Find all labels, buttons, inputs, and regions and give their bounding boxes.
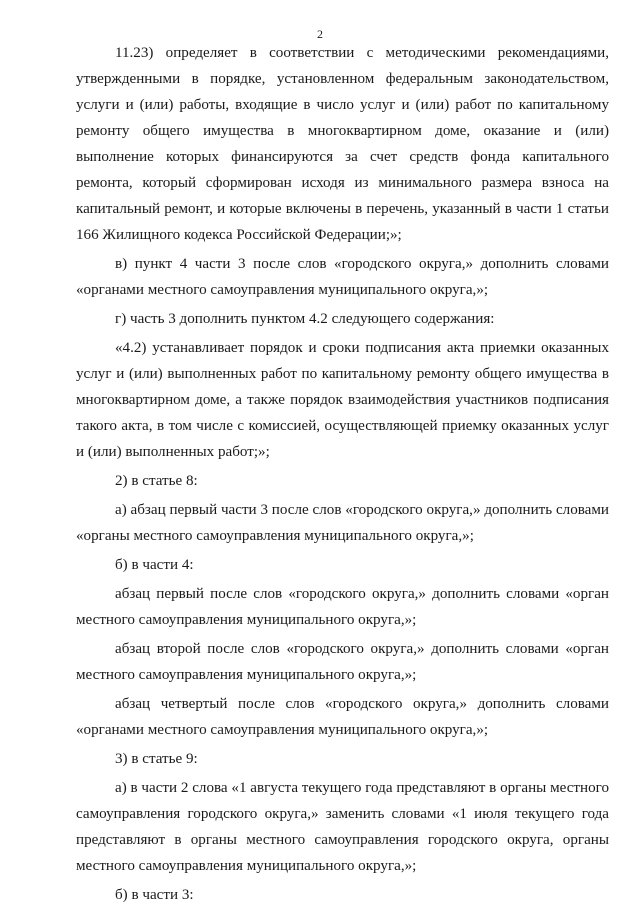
paragraph-4-2: «4.2) устанавливает порядок и сроки подписания акта приемки оказанных услуг и (или) выполненных работ по капитальному ремонту общего имущества в многоквартирном доме, а также порядок взаимодействия участников подписания такого акта, в том числе с комиссией, осуществляющей приемку оказанных услуг и (или) выполненных работ;»; <box>76 340 609 460</box>
paragraph-item-a-article-9: а) в части 2 слова «1 августа текущего года представляют в органы местного самоуправления городского округа,» заменить словами «1 июля текущего года представляют в органы местного самоуправления городского округа, органы местного самоуправления муниципального округа,»; <box>76 780 609 874</box>
page-number: 2 <box>317 27 323 41</box>
paragraph-abzac-second: абзац второй после слов «городского округа,» дополнить словами «орган местного самоуправления муниципального округа,»; <box>76 641 609 683</box>
paragraph-item-a-article-8: а) абзац первый части 3 после слов «городского округа,» дополнить словами «органы местного самоуправления муниципального округа,»; <box>76 502 609 544</box>
paragraph-item-b-part-3: б) в части 3: <box>115 887 194 903</box>
document-body <box>76 40 609 908</box>
paragraph-11-23: 11.23) определяет в соответствии с методическими рекомендациями, утвержденными в порядке, установленном федеральным законодательством, услуги и (или) работы, входящие в число услуг и (или) работ по капитальному ремонту общего имущества в многоквартирном доме, оказание и (или) выполнение которых финансируются за счет средств фонда капитального ремонта, который сформирован исходя из минимального размера взноса на капитальный ремонт, и которые включены в перечень, указанный в части 1 статьи 166 Жилищного кодекса Российской Федерации;»; <box>76 45 609 243</box>
paragraph-article-9: 3) в статье 9: <box>115 751 198 767</box>
paragraph-abzac-first: абзац первый после слов «городского округа,» дополнить словами «орган местного самоуправления муниципального округа,»; <box>76 586 609 628</box>
paragraph-item-g: г) часть 3 дополнить пунктом 4.2 следующего содержания: <box>115 311 495 327</box>
paragraph-article-8: 2) в статье 8: <box>115 473 198 489</box>
paragraph-item-b-part-4: б) в части 4: <box>115 557 194 573</box>
paragraph-item-v: в) пункт 4 части 3 после слов «городского округа,» дополнить словами «органами местного самоуправления муниципального округа,»; <box>76 256 609 298</box>
paragraph-abzac-fourth: абзац четвертый после слов «городского округа,» дополнить словами «органами местного самоуправления муниципального округа,»; <box>76 696 609 738</box>
